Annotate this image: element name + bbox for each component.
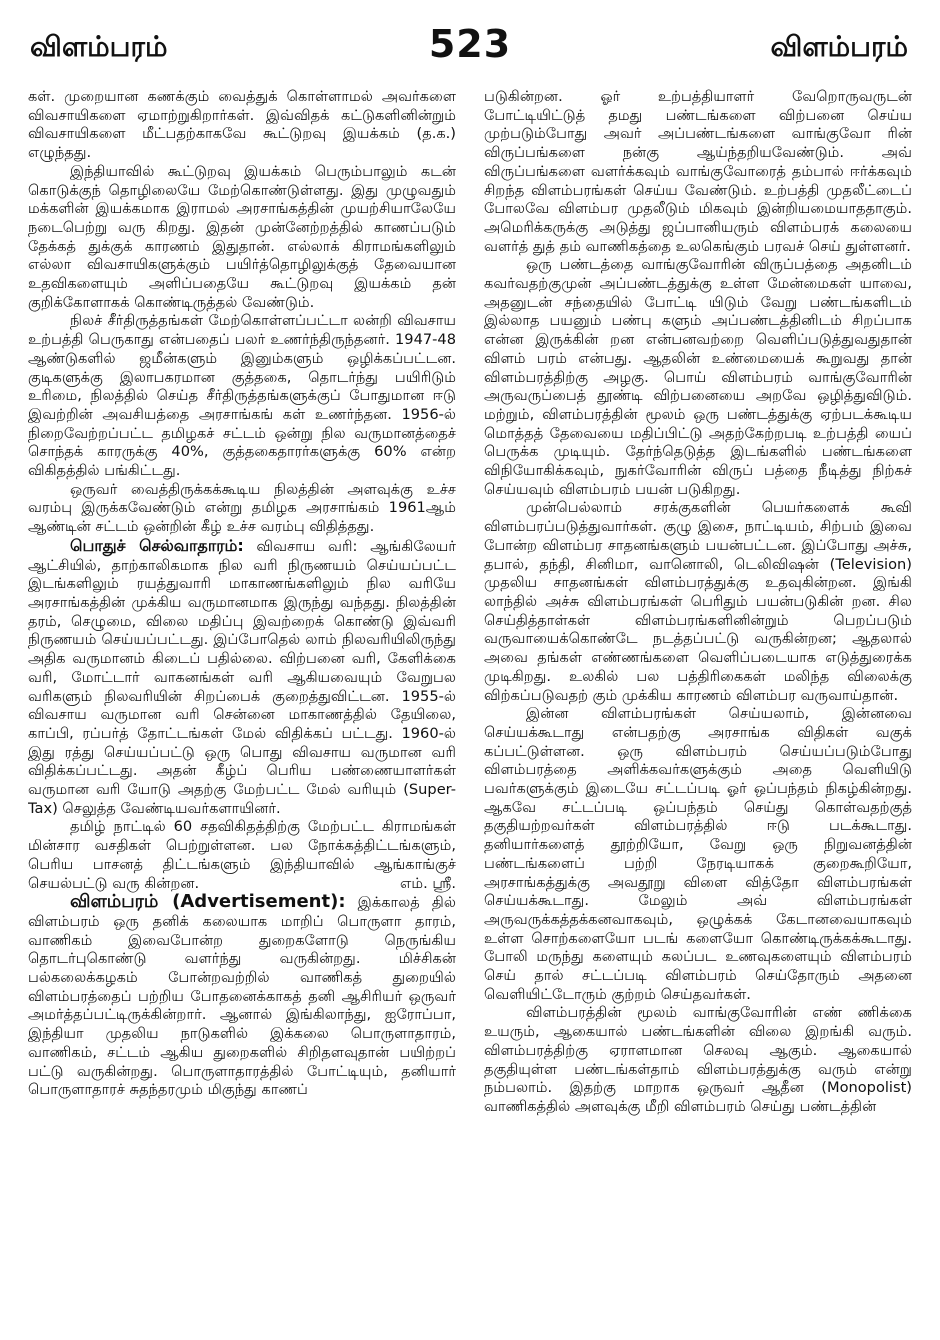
paragraph	[28, 893, 456, 1100]
section-heading: பொதுச் செல்வாதாரம்:	[70, 535, 244, 555]
paragraph: ஒரு பண்டத்தை வாங்குவோரின் விருப்பத்தை அதனிடம் கவர்வதற்குமுன் அப்பண்டத்துக்கு உள்ள மேன்மைகள் யாவை, அதனுடன் சந்தையில் போட்டி யிடும் வேறு பண்டங்களிடம் இல்லாத பயனும் பண்பு களும் அப்பண்டத்தினிடம் சிறப்பாக என்ன இருக்கின் றன என்பனவற்றை வெளிப்படுத்துவதுதான் விளம் பரம் என்பது. ஆதலின் உண்மையைக் கூறுவது தான் விளம்பரத்திற்கு அழகு. பொய் விளம்பரம் வாங்குவோரின் அருவருப்பைத் தூண்டி விற்பனையை அறவே ஒழித்துவிடும். மற்றும், விளம்பரத்தின் மூலம் ஒரு பண்டத்துக்கு ஏற்படக்கூடிய மொத்தத் தேவையை மதிப்பிட்டு அதற்கேற்றபடி உற்பத்தி யைப் பெருக்க முடியும். தேர்ந்தெடுத்த இடங்களில் பண்டங்களை விநியோகிக்கவும், நுகர்வோரின் விருப் பத்தை நீடித்து நிற்கச் செய்யவும் விளம்பரம் பயன் படுகிறது.	[484, 256, 912, 498]
right-column	[484, 88, 912, 1324]
page-number: 523	[428, 22, 512, 66]
page-header	[0, 0, 940, 80]
paragraph-text: இக்காலத் தில் விளம்பரம் ஒரு தனிக் கலையாக மாறிப் பொருளா தாரம், வாணிகம் இவைபோன்ற துறைகளோடு நெருங்கிய தொடர்புகொண்டு வளர்ந்து வருகின்றது. மிச்சிகன் பல்கலைக்கழகம் போன்றவற்றில் வாணிகத் துறையில் விளம்பரத்தைப் பற்றிய போதனைக்காகத் தனி ஆசிரியர் ஒருவர் அமர்த்தப்பட்டிருக்கின்றார். ஆனால் இங்கிலாந்து, ஐரோப்பா, இந்தியா முதலிய நாடுகளில் இக்கலை பொருளாதாரம், வாணிகம், சட்டம் ஆகிய துறைகளில் சிறிதளவுதான் பயிற்றப் பட்டு வருகின்றது. பொருளாதாரத்தில் போட்டியும், தனியார் பொருளாதாரச் சுதந்தரமும் மிகுந்து காணப்	[28, 894, 456, 1099]
paragraph: ஒருவர் வைத்திருக்கக்கூடிய நிலத்தின் அளவுக்கு உச்ச வரம்பு இருக்கவேண்டும் என்று தமிழக அரசாங்கம் 1961ஆம் ஆண்டின் சட்டம் ஒன்றின் கீழ் உச்ச வரம்பு விதித்தது.	[28, 480, 456, 536]
paragraph	[28, 818, 456, 893]
paragraph-text: விவசாய வரி: ஆங்கிலேயர் ஆட்சியில், தாற்காலிகமாக நில வரி நிருணயம் செய்யப்பட்ட இடங்களிலும் ரயத்துவாரி மாகாணங்களிலும் நில வரியே அரசாங்கத்தின் முக்கிய வருமானமாக இருந்து வந்தது. நிலத்தின் தரம், செழுமை, விலை மதிப்பு இவற்றைக் கொண்டு இவ்வரி நிருணயம் செய்யப்பட்டது. இப்போதெல் லாம் நிலவரியிலிருந்து அதிக வருமானம் கிடைப் பதில்லை. விற்பனை வரி, கேளிக்கை வரி, மோட்டார் வாகனங்கள் வரி ஆகியவையும் வேறுபல வரிகளும் நிலவரியின் சிறப்பைக் குறைத்துவிட்டன. 1955-ல் விவசாய வருமான வரி சென்னை மாகாணத்தில் தேயிலை, காப்பி, ரப்பர்த் தோட்டங்கள் மேல் விதிக்கப் பட்டது. 1960-ல் இது ரத்து செய்யப்பட்டு ஒரு பொது விவசாய வருமான வரி விதிக்கப்பட்டது. அதன் கீழ்ப் பெரிய பண்ணையாளர்கள் வருமான வரி யோடு அதற்கு மேற்பட்ட மேல் வரியும் (Super-Tax) செலுத்த வேண்டியவர்களாயினர்.	[28, 537, 456, 817]
paragraph: நிலச் சீர்திருத்தங்கள் மேற்கொள்ளப்பட்டா லன்றி விவசாய உற்பத்தி பெருகாது என்பதைப் பலர் உணர்ந்திருந்தனர். 1947-48 ஆண்டுகளில் ஜமீன்களும் இனும்களும் ஒழிக்கப்பட்டன. குடிகளுக்கு இலாபகரமான குத்தகை, தொடர்ந்து பயிரிடும் உரிமை, நிலத்தில் செய்த சீர்திருத்தங்களுக்குப் போதுமான ஈடு இவற்றின் அவசியத்தை அரசாங்கங் கள் உணர்ந்தன. 1956-ல் நிறைவேற்றப்பட்ட தமிழகச் சட்டம் ஒன்று நில வருமானத்தைச் சொந்தக் காரருக்கு 40%, குத்தகைதாரர்களுக்கு 60% என்ற விகிதத்தில் பங்கிட்டது.	[28, 312, 456, 480]
paragraph: கள். முறையான கணக்கும் வைத்துக் கொள்ளாமல் அவர்களை விவசாயிகளை ஏமாற்றுகிறார்கள். இவ்விதக் கட்டுகளினின்றும் விவசாயிகளை மீட்பதற்காகவே கூட்டுறவு இயக்கம் (த.க.) எழுந்தது.	[28, 88, 456, 162]
running-head-right: விளம்பரம்	[770, 30, 908, 63]
paragraph: விளம்பரத்தின் மூலம் வாங்குவோரின் எண் ணிக்கை உயரும், ஆகையால் பண்டங்களின் விலை இறங்கி வரும். விளம்பரத்திற்கு ஏராளமான செலவு ஆகும். ஆகையால் தகுதியுள்ள பண்டங்கள்தாம் விளம்பரத்துக்கு வரும் என்று நம்பலாம். இதற்கு மாறாக ஒருவர் ஆதீன (Monopolist) வாணிகத்தில் அளவுக்கு மீறி விளம்பரம் செய்து பண்டத்தின்	[484, 1004, 912, 1115]
entry-heading: விளம்பரம் (Advertisement):	[70, 891, 346, 913]
paragraph-text: தமிழ் நாட்டில் 60 சதவிகிதத்திற்கு மேற்பட்ட கிராமங்கள் மின்சார வசதிகள் பெற்றுள்ளன. பல நோக்கத்திட்டங்களும், பெரிய பாசனத் திட்டங்களும் இந்தியாவில் ஆங்காங்குச் செயல்பட்டு வரு கின்றன.	[28, 818, 456, 892]
paragraph: இந்தியாவில் கூட்டுறவு இயக்கம் பெரும்பாலும் கடன் கொடுக்குந் தொழிலையே மேற்கொண்டுள்ளது. இது முழுவதும் மக்களின் இயக்கமாக இராமல் அரசாங்கத்தின் முயற்சியாலேயே நடைபெற்று வரு கிறது. இதன் முன்னேற்றத்தில் காணப்படும் தேக்கத் துக்குக் காரணம் இதுதான். எல்லாக் கிராமங்களிலும் எல்லா விவசாயிகளுக்கும் பயிர்த்தொழிலுக்குத் தேவையான உதவிகளையும் அளிப்பதையே கூட்டுறவு இயக்கம் தன் குறிக்கோளாகக் கொண்டிருத்தல் வேண்டும்.	[28, 162, 456, 311]
paragraph	[28, 537, 456, 819]
paragraph: படுகின்றன. ஓர் உற்பத்தியாளர் வேறொருவருடன் போட்டியிட்டுத் தமது பண்டங்களை விற்பனை செய்ய முற்படும்போது அவர் அப்பண்டங்களை வாங்குவோ ரின் விருப்பங்களை நன்கு ஆய்ந்தறியவேண்டும். அவ் விருப்பங்களை வளர்க்கவும் வாங்குவோரைத் தம்பால் ஈர்க்கவும் சிறந்த விளம்பரங்கள் செய்ய வேண்டும். உற்பத்தி முதலீட்டைப் போலவே விளம்பர முதலீடும் மிகவும் இன்றியமையாததாகும். அமெரிக்கருக்கு அடுத்து ஜப்பானியரும் விளம்பரக் கலையை வளர்த் துத் தம் வாணிகத்தை உலகெங்கும் பரவச் செய் துள்ளனர்.	[484, 88, 912, 255]
paragraph: இன்ன விளம்பரங்கள் செய்யலாம், இன்னவை செய்யக்கூடாது என்பதற்கு அரசாங்க விதிகள் வகுக் கப்பட்டுள்ளன. ஒரு விளம்பரம் செய்யப்படும்போது விளம்பரத்தை அளிக்கவர்களுக்கும் அதை வெளியிடு பவர்களுக்கும் இடையே சட்டப்படி ஓர் ஒப்பந்தம் நிகழ்கின்றது. ஆகவே சட்டப்படி ஒப்பந்தம் செய்து கொள்வதற்குத் தகுதியற்றவர்கள் விளம்பரத்தில் ஈடு படக்கூடாது. தனியார்களைத் தூற்றியோ, வேறு ஒரு நிறுவனத்தின் பண்டங்களைப் பற்றி நேரடியாகக் குறைகூறியோ, அரசாங்கத்துக்கு அவதூறு விளை வித்தோ விளம்பரங்கள் செய்யக்கூடாது. மேலும் அவ் விளம்பரங்கள் அருவருக்கத்தக்கனவாகவும், ஒழுக்கக் கேடானவையாகவும் உள்ள சொற்களையோ படங் களையோ கொண்டிருக்கக்கூடாது. போலி மருந்து களையும் கலப்பட உணவுகளையும் விளம்பரம் செய் தால் சட்டப்படி விளம்பரம் செய்தோரும் அதனை வெளியிட்டோரும் குற்றம் செய்தவர்கள்.	[484, 705, 912, 1003]
running-head-left: விளம்பரம்	[30, 30, 168, 63]
left-column	[28, 88, 456, 1324]
paragraph: முன்பெல்லாம் சரக்குகளின் பெயர்களைக் கூவி விளம்பரப்படுத்துவார்கள். குழு இசை, நாட்டியம், சிற்பம் இவை போன்ற விளம்பர சாதனங்களும் பயன்பட்டன. இப்போது அச்சு, தபால், தந்தி, சினிமா, வானொலி, டெலிவிஷன் (Television) முதலிய சாதனங்கள் விளம்பரத்துக்கு உதவுகின்றன. இங்கி லாந்தில் அச்சு விளம்பரங்கள் பெரிதும் பயன்படுகின் றன. சில செய்தித்தாள்கள் விளம்பரங்களினின்றும் பெறப்படும் வருவாயைக்கொண்டே நடத்தப்பட்டு வருகின்றன; ஆதலால் அவை தங்கள் எண்ணங்களை வெளிப்படையாக எடுத்துரைக்க முடிகிறது. உலகில் பல பத்திரிகைகள் மலிந்த விலைக்கு விற்கப்படுவதற் கும் முக்கிய காரணம் விளம்பர வருவாய்தான்.	[484, 499, 912, 704]
author-initials: எம். ஸ்ரீ.	[399, 874, 456, 892]
